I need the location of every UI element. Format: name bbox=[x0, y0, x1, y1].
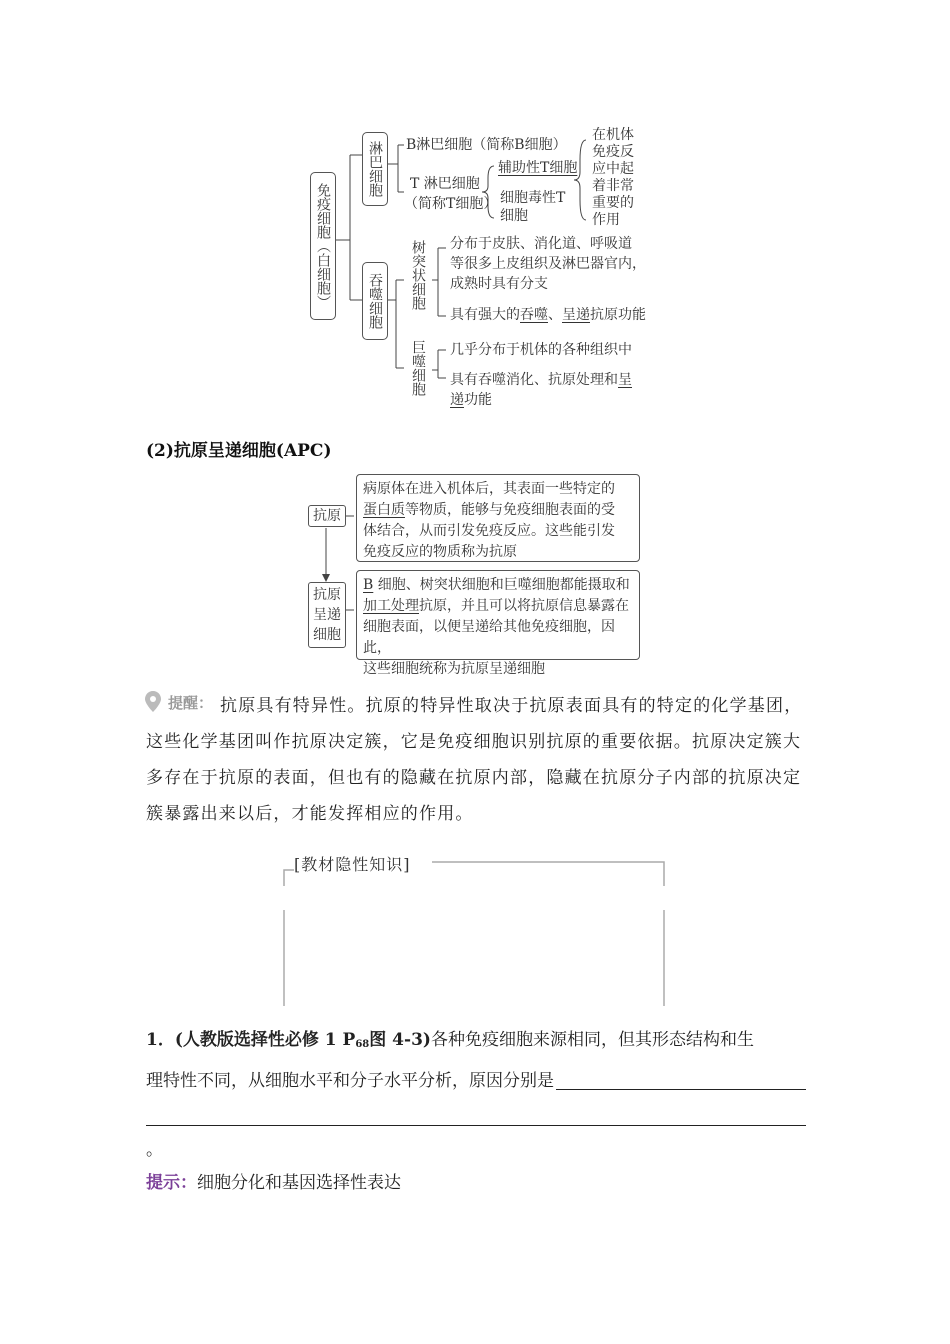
hidden-knowledge-frame bbox=[0, 850, 950, 1010]
root-box: 免疫细胞（白细胞） bbox=[310, 172, 336, 320]
hint-text: 细胞分化和基因选择性表达 bbox=[197, 1173, 401, 1193]
macrophage-label: 巨噬细胞 bbox=[410, 340, 426, 396]
hidden-knowledge-title: [教材隐性知识] bbox=[294, 855, 411, 874]
t-cyto-label-2: 细胞 bbox=[500, 208, 528, 224]
section2-heading: (2)抗原呈递细胞(APC) bbox=[146, 441, 332, 461]
dendritic-label: 树突状细胞 bbox=[410, 240, 426, 310]
antigen-definition-box: 病原体在进入机体后，其表面一些特定的 蛋白质等物质，能够与免疫细胞表面的受 体结合，从而引发免疫反应。这些能引发 免疫反应的物质称为抗原 bbox=[356, 474, 640, 562]
answer-blank-1[interactable] bbox=[556, 1063, 806, 1090]
answer-blank-2[interactable] bbox=[146, 1099, 806, 1126]
hint bbox=[146, 1168, 401, 1193]
macrophage-desc2: 具有吞噬消化、抗原处理和呈 递功能 bbox=[450, 372, 632, 408]
phago-box: 吞噬细胞 bbox=[362, 262, 388, 340]
t-cyto-label-1: 细胞毒性T bbox=[500, 190, 566, 206]
t-cell-label-1: T 淋巴细胞 bbox=[410, 176, 480, 192]
dendritic-desc1: 分布于皮肤、消化道、呼吸道 等很多上皮组织及淋巴器官内， 成熟时具有分支 bbox=[450, 236, 646, 292]
lymph-role-text: 在机体 免疫反 应中起 着非常 重要的 作用 bbox=[592, 127, 634, 228]
question-1: 1．(人教版选择性必修 1 P68图 4-3)各种免疫细胞来源相同，但其形态结构和生 理特性不同，从细胞水平和分子水平分析，原因分别是 。 bbox=[146, 1022, 806, 1168]
hint-label: 提示： bbox=[146, 1173, 197, 1193]
reminder-label: 提醒： bbox=[168, 694, 214, 712]
t-cell-label-2: （简称T细胞） bbox=[404, 196, 498, 212]
dendritic-desc2: 具有强大的吞噬、呈递抗原功能 bbox=[450, 307, 646, 323]
apc-definition-box: B 细胞、树突状细胞和巨噬细胞都能摄取和 加工处理抗原，并且可以将抗原信息暴露在 细胞表面，以便呈递给其他免疫细胞，因此， 这些细胞统称为抗原呈递细胞 bbox=[356, 570, 640, 660]
macrophage-desc1: 几乎分布于机体的各种组织中 bbox=[450, 342, 632, 358]
reminder-text: 抗原具有特异性。抗原的特异性取决于抗原表面具有的特定的化学基团，这些化学基团叫作抗原决定簇，它是免疫细胞识别抗原的重要依据。抗原决定簇大多存在于抗原的表面，但也有的隐藏在抗原内部，隐藏在抗原分子内部的抗原决定簇暴露出来以后，才能发挥相应的作用。 bbox=[146, 696, 803, 824]
antigen-label-box: 抗原 bbox=[308, 505, 346, 527]
b-cell-label: B淋巴细胞（简称B细胞） bbox=[406, 137, 567, 153]
apc-label-box: 抗原呈递细胞 bbox=[308, 582, 346, 648]
t-helper-label: 辅助性T细胞 bbox=[498, 160, 578, 176]
lymph-box: 淋巴细胞 bbox=[362, 132, 388, 206]
